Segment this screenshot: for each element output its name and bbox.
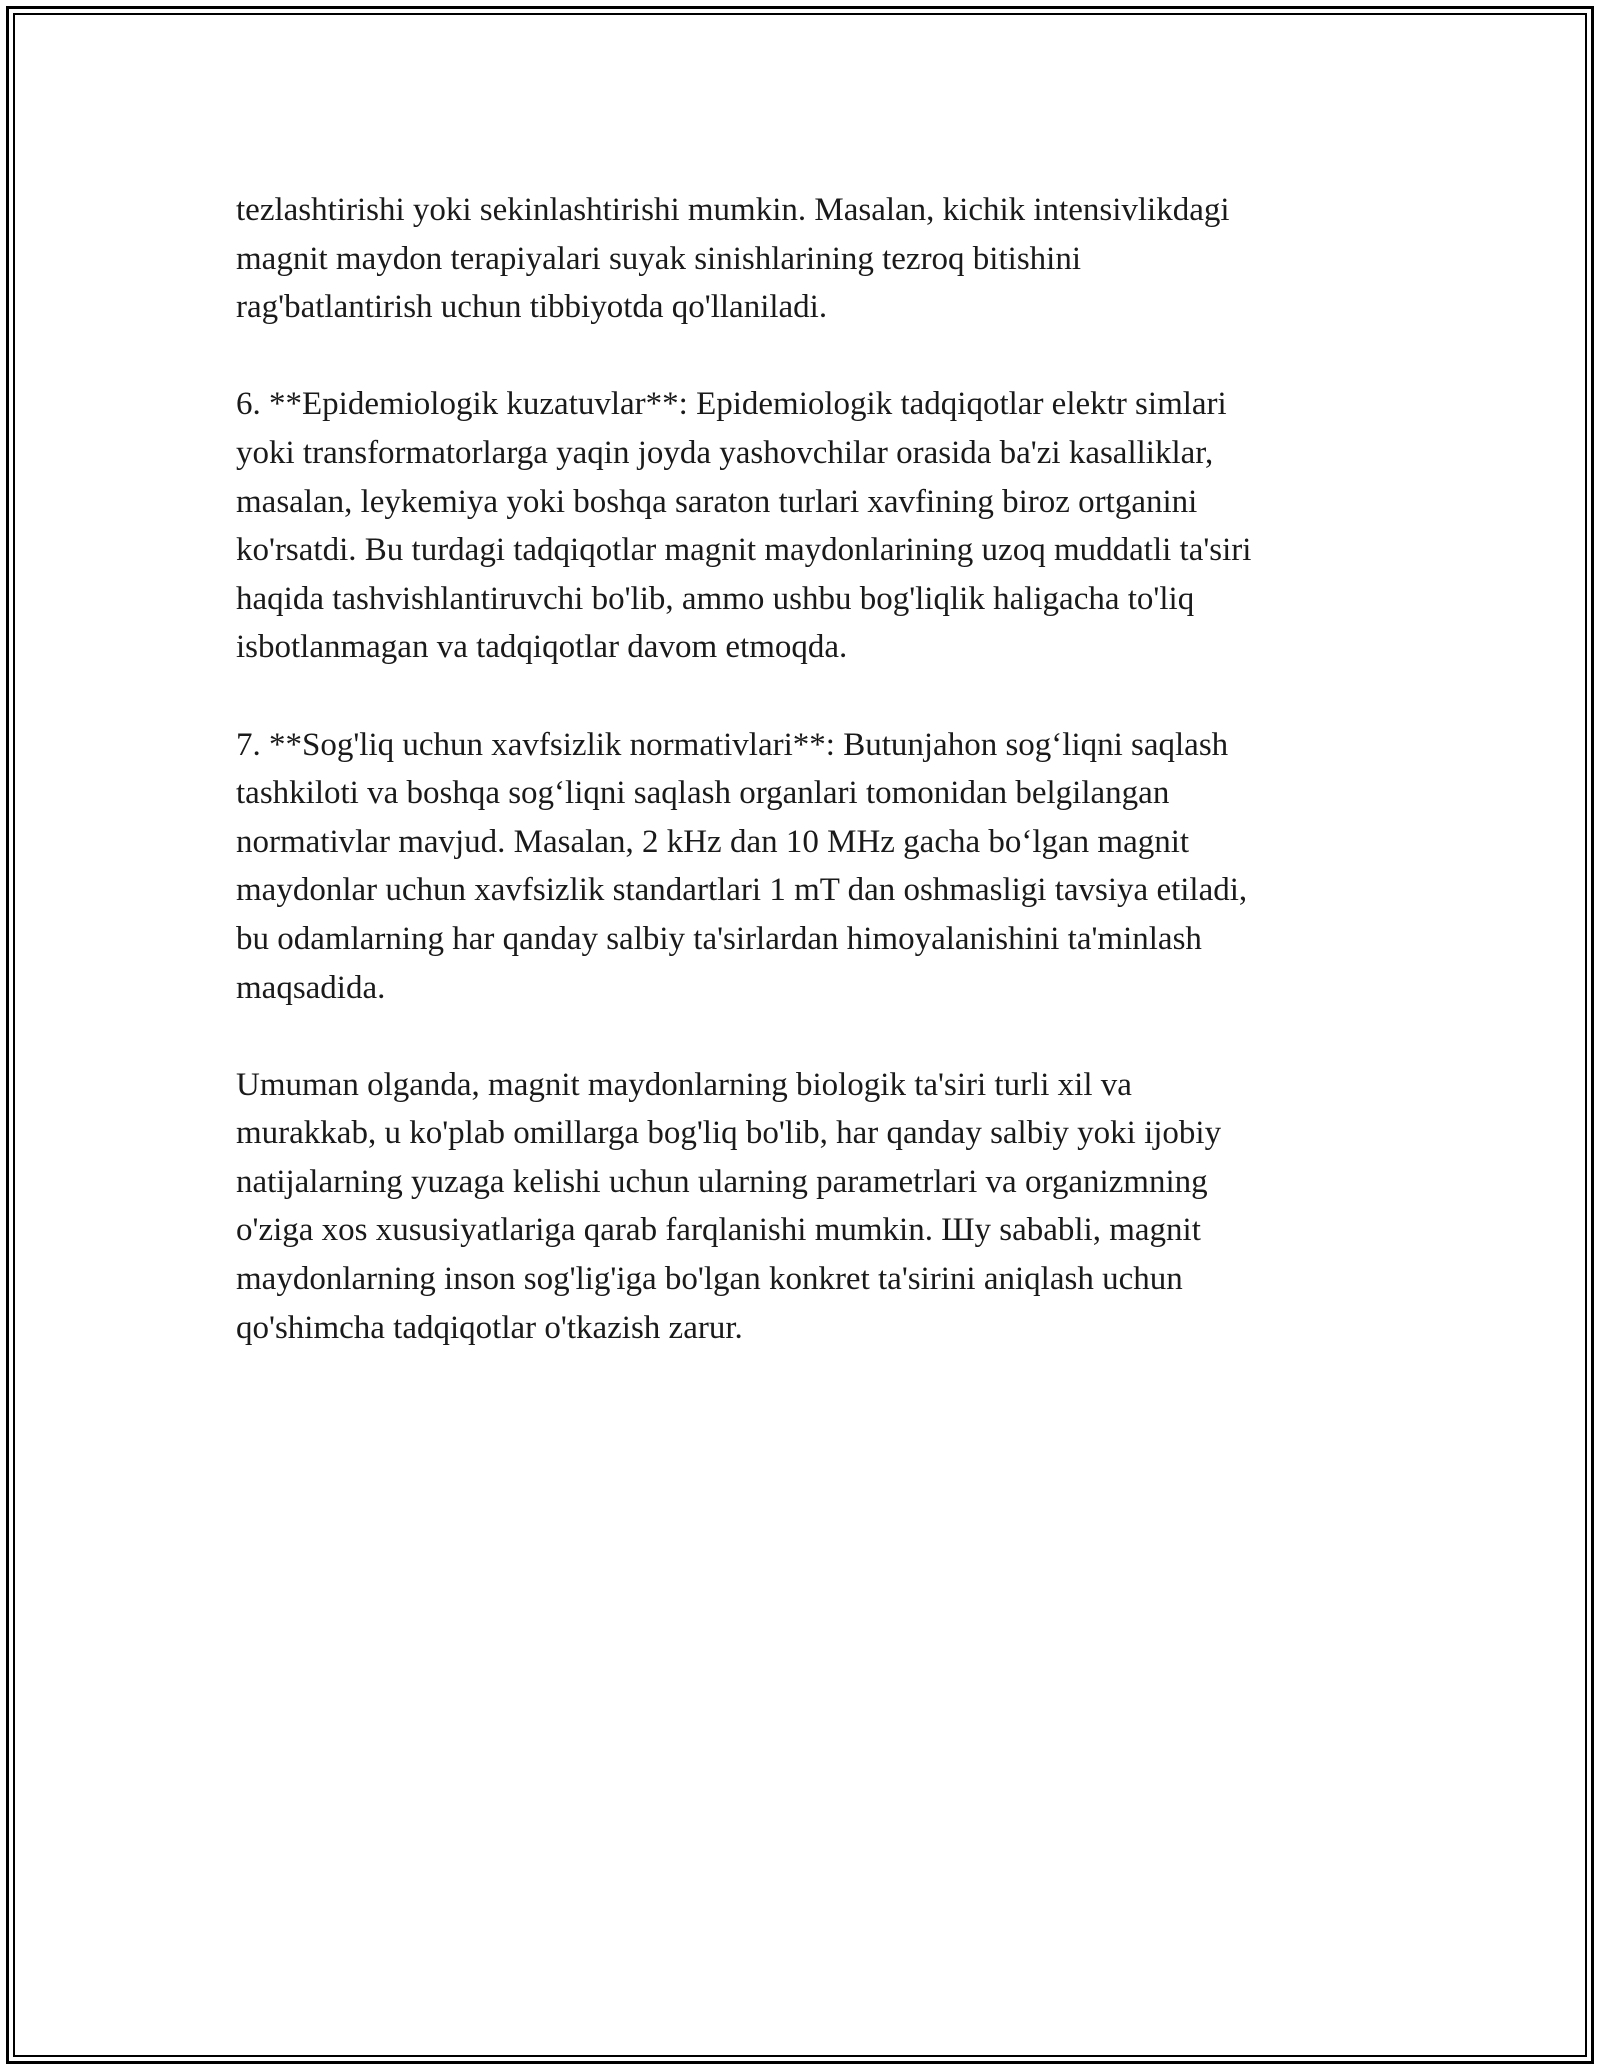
text-line: ko'rsatdi. Bu turdagi tadqiqotlar magnit maydonlarining uzoq muddatli ta'siri: [236, 532, 1252, 569]
paragraph-safety-standards: [236, 721, 1376, 1013]
text-line: haqida tashvishlantiruvchi bo'lib, ammo ushbu bog'liqlik haligacha to'liq: [236, 580, 1195, 617]
text-line: Umuman olganda, magnit maydonlarning biologik ta'siri turli xil va: [236, 1066, 1132, 1103]
text-line: maqsadida.: [236, 969, 386, 1006]
text-line: natijalarning yuzaga kelishi uchun ularning parametrlari va organizmning: [236, 1163, 1208, 1200]
text-line: 6. **Epidemiologik kuzatuvlar**: Epidemiologik tadqiqotlar elektr simlari: [236, 386, 1227, 423]
text-line: masalan, leykemiya yoki boshqa saraton turlari xavfining biroz ortganini: [236, 483, 1198, 520]
text-line: 7. **Sog'liq uchun xavfsizlik normativlari**: Butunjahon sog‘liqni saqlash: [236, 726, 1229, 763]
paragraph-conclusion: [236, 1061, 1376, 1353]
text-line: magnit maydon terapiyalari suyak sinishlarining tezroq bitishini: [236, 240, 1081, 277]
text-line: o'ziga xos xususiyatlariga qarab farqlanishi mumkin. Шу sababli, magnit: [236, 1212, 1201, 1249]
text-line: yoki transformatorlarga yaqin joyda yashovchilar orasida ba'zi kasalliklar,: [236, 434, 1214, 471]
paragraph-epidemiological-observations: [236, 380, 1376, 672]
text-line: isbotlanmagan va tadqiqotlar davom etmoqda.: [236, 629, 848, 666]
text-line: qo'shimcha tadqiqotlar o'tkazish zarur.: [236, 1309, 743, 1346]
text-line: tezlashtirishi yoki sekinlashtirishi mumkin. Masalan, kichik intensivlikdagi: [236, 192, 1230, 228]
text-line: tashkiloti va boshqa sog‘liqni saqlash organlari tomonidan belgilangan: [236, 775, 1170, 812]
text-line: murakkab, u ko'plab omillarga bog'liq bo'lib, har qanday salbiy yoki ijobiy: [236, 1115, 1222, 1152]
text-line: bu odamlarning har qanday salbiy ta'sirlardan himoyalanishini ta'minlash: [236, 920, 1202, 957]
text-line: maydonlarning inson sog'lig'iga bo'lgan konkret ta'sirini aniqlash uchun: [236, 1261, 1183, 1298]
paragraph-continuation: [236, 186, 1376, 332]
text-line: maydonlar uchun xavfsizlik standartlari 1 mT dan oshmasligi tavsiya etiladi,: [236, 872, 1248, 909]
document-body: [236, 186, 1376, 1401]
text-line: rag'batlantirish uchun tibbiyotda qo'llaniladi.: [236, 289, 828, 326]
text-line: normativlar mavjud. Masalan, 2 kHz dan 10 MHz gacha bo‘lgan magnit: [236, 823, 1190, 860]
